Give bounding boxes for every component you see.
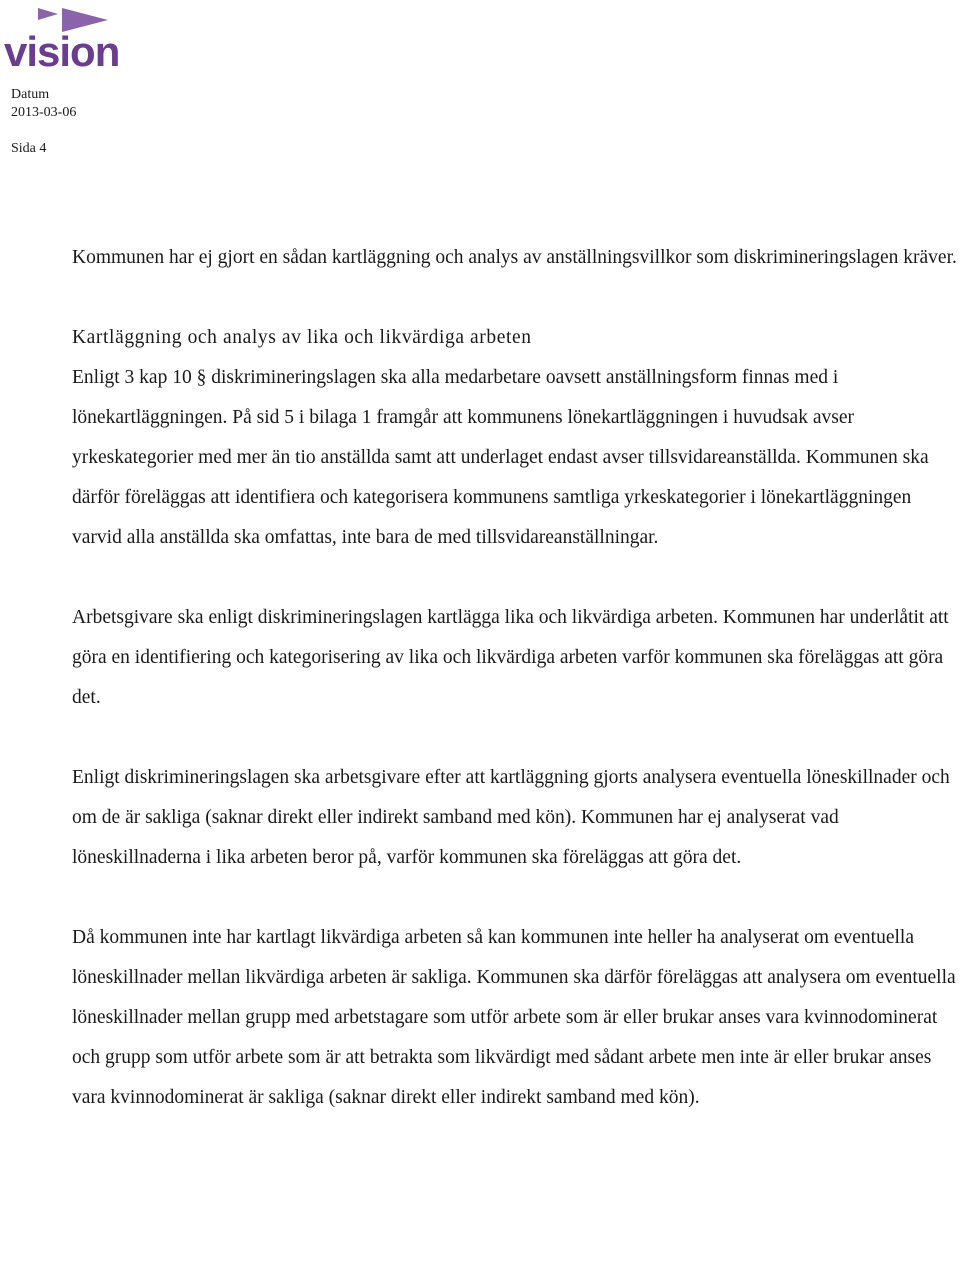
document-body	[72, 238, 960, 1158]
section-heading-text: Kartläggning och analys av lika och likvärdiga arbeten	[72, 327, 532, 348]
paragraph-2: Enligt 3 kap 10 § diskrimineringslagen ska alla medarbetare oavsett anställningsform finnas med i lönekartläggningen. På sid 5 i bilaga 1 framgår att kommunens lönekartläggningen i huvudsak avser yrkeskategorier med mer än tio anställda samt att underlaget endast avser tillsvidareanställda. Kommunen ska därför föreläggas att identifiera och kategorisera kommunens samtliga yrkeskategorier i lönekartläggningen varvid alla anställda ska omfattas, inte bara de med tillsvidareanställningar.	[72, 367, 929, 548]
vision-logo	[4, 6, 144, 70]
page-number: Sida 4	[11, 141, 47, 156]
paragraph-5: Då kommunen inte har kartlagt likvärdiga arbeten så kan kommunen inte heller ha analyserat om eventuella löneskillnader mellan likvärdiga arbeten är sakliga. Kommunen ska därför föreläggas att analysera om eventuella löneskillnader mellan grupp med arbetstagare som utför arbete som är eller brukar anses vara kvinnodominerat och grupp som utför arbete som är att betrakta som likvärdigt med sådant arbete men inte är eller brukar anses vara kvinnodominerat är sakliga (saknar direkt eller indirekt samband med kön).	[72, 927, 956, 1108]
paragraph-3: Arbetsgivare ska enligt diskrimineringslagen kartlägga lika och likvärdiga arbeten. Kommunen har underlåtit att göra en identifiering och kategorisering av lika och likvärdiga arbeten varför kommunen ska föreläggas att göra det.	[72, 607, 949, 708]
paragraph-4: Enligt diskrimineringslagen ska arbetsgivare efter att kartläggning gjorts analysera eventuella löneskillnader och om de är sakliga (saknar direkt eller indirekt samband med kön). Kommunen har ej analyserat vad löneskillnaderna i lika arbeten beror på, varför kommunen ska föreläggas att göra det.	[72, 767, 950, 868]
date-label: Datum	[11, 87, 50, 102]
date-value: 2013-03-06	[11, 105, 77, 120]
section-heading	[72, 318, 960, 358]
logo-wordmark: vision	[4, 28, 120, 70]
paragraph-1: Kommunen har ej gjort en sådan kartläggning och analys av anställningsvillkor som diskrimineringslagen kräver.	[72, 247, 957, 268]
